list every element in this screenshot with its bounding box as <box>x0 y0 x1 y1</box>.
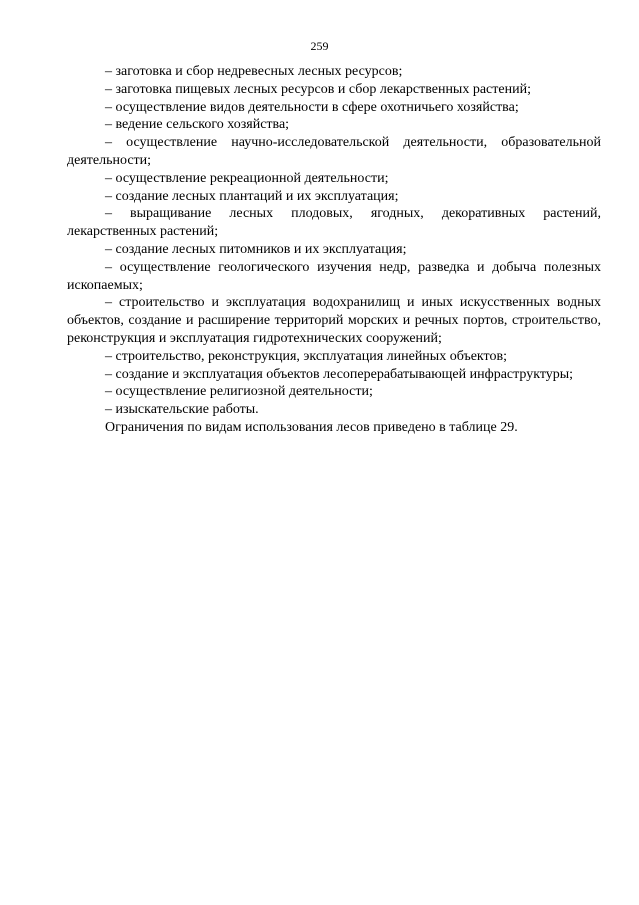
closing-sentence: Ограничения по видам использования лесов приведено в таблице 29. <box>105 419 518 435</box>
list-item: – ведение сельского хозяйства; <box>105 117 290 133</box>
list-item: – осуществление рекреационной деятельности; <box>105 170 389 186</box>
list-item: – строительство и эксплуатация водохранилищ и иных искусственных водных объектов, создание и расширение территорий морских и речных портов, строительство, реконструкция и эксплуатация гидротехнических сооружений; <box>67 295 601 346</box>
list-item: – выращивание лесных плодовых, ягодных, декоративных растений, лекарственных растений; <box>67 206 601 240</box>
page-number: 259 <box>310 39 329 53</box>
list-item: – заготовка и сбор недревесных лесных ресурсов; <box>105 64 403 79</box>
list-item: – создание и эксплуатация объектов лесоперерабатывающей инфраструктуры; <box>105 366 574 382</box>
list-item: – осуществление религиозной деятельности; <box>105 384 373 400</box>
list-item: – осуществление научно-исследовательской деятельности, образовательной деятельности; <box>67 135 601 168</box>
list-item: – осуществление геологического изучения недр, разведка и добыча полезных ископаемых; <box>67 259 601 293</box>
list-item: – создание лесных плантаций и их эксплуатация; <box>105 188 399 204</box>
list-item: – строительство, реконструкция, эксплуатация линейных объектов; <box>105 348 507 364</box>
document-body <box>67 63 601 437</box>
list-item: – заготовка пищевых лесных ресурсов и сбор лекарственных растений; <box>105 81 531 97</box>
list-item: – создание лесных питомников и их эксплуатация; <box>105 241 407 257</box>
list-item: – осуществление видов деятельности в сфере охотничьего хозяйства; <box>105 99 519 115</box>
list-item: – изыскательские работы. <box>105 402 259 418</box>
